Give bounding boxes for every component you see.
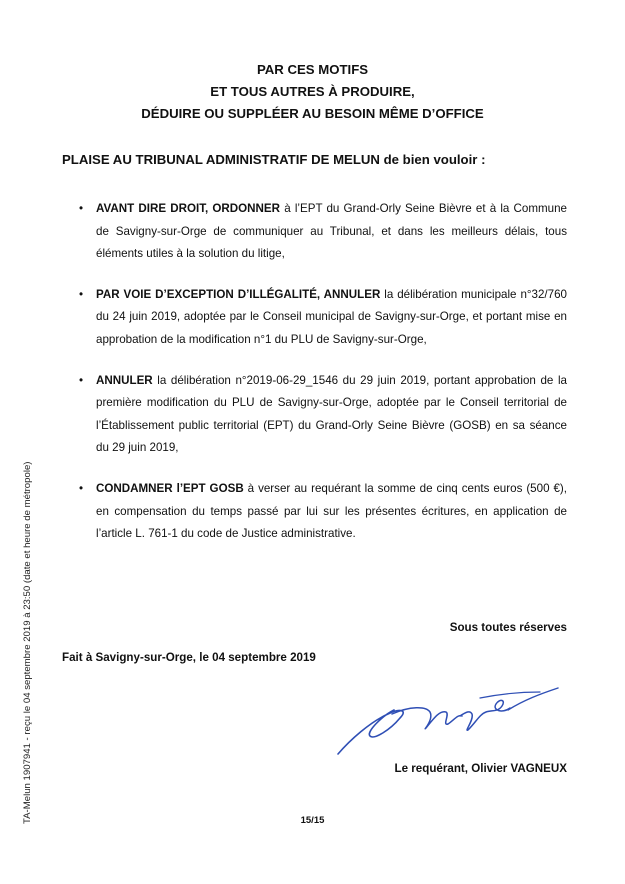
page-number: 15/15 [300, 815, 325, 826]
request-text-3: la délibération n°2019-06-29_1546 du 29 juin 2019, portant approbation de la première modification du PLU de Savigny-sur-Orge, adoptée par le Conseil territorial de l’Établissement public territorial (EPT) du Grand-Orly Seine Bièvre (GOSB) en sa séance du 29 juin 2019, [96, 373, 567, 455]
conclusions-heading [0, 59, 625, 125]
request-item-2 [79, 284, 567, 352]
signatory-name: Le requérant, Olivier VAGNEUX [394, 762, 567, 775]
tribunal-intro: PLAISE AU TRIBUNAL ADMINISTRATIF DE MELUN de bien vouloir : [62, 152, 486, 167]
signature-strokes [338, 688, 558, 754]
bullet-icon: • [79, 373, 84, 387]
heading-line-3: DÉDUIRE OU SUPPLÉER AU BESOIN MÊME D’OFFICE [141, 106, 484, 121]
heading-line-1: PAR CES MOTIFS [256, 62, 369, 77]
request-lead-4: CONDAMNER l’EPT GOSB [96, 481, 244, 495]
request-item-3 [79, 370, 567, 460]
bullet-icon: • [79, 202, 84, 215]
request-item-1 [79, 198, 567, 266]
request-lead-3: ANNULER [96, 373, 153, 387]
request-item-4 [79, 478, 567, 546]
bullet-icon: • [79, 287, 84, 301]
requests-list [79, 198, 567, 546]
handwritten-signature [330, 670, 565, 760]
request-lead-1: AVANT DIRE DROIT, ORDONNER [96, 202, 281, 215]
bullet-icon: • [79, 481, 84, 495]
place-date-line: Fait à Savigny-sur-Orge, le 04 septembre 2019 [62, 651, 316, 664]
reception-stamp: TA-Melun 1907941 - reçu le 04 septembre 2019 à 23:50 (date et heure de métropole) [22, 461, 33, 824]
request-text-1: à l’EPT du Grand-Orly Seine Bièvre et à la Commune de Savigny-sur-Orge de communiquer au Tribunal, et dans les meilleurs délais, tous éléments utiles à la solution du litige, [96, 202, 567, 261]
heading-line-2: ET TOUS AUTRES À PRODUIRE, [210, 84, 415, 99]
reserves-text: Sous toutes réserves [449, 621, 567, 634]
request-text-4: à verser au requérant la somme de cinq cents euros (500 €), en compensation du temps passé par lui sur les présentes écritures, en application de l’article L. 761-1 du code de Justice administrative. [96, 481, 568, 541]
request-lead-2: PAR VOIE D’EXCEPTION D’ILLÉGALITÉ, ANNULER [96, 287, 381, 301]
request-text-2: la délibération municipale n°32/760 du 24 juin 2019, adoptée par le Conseil municipal de Savigny-sur-Orge, et portant mise en approbation de la modification n°1 du PLU de Savigny-sur-Orge, [96, 287, 567, 346]
